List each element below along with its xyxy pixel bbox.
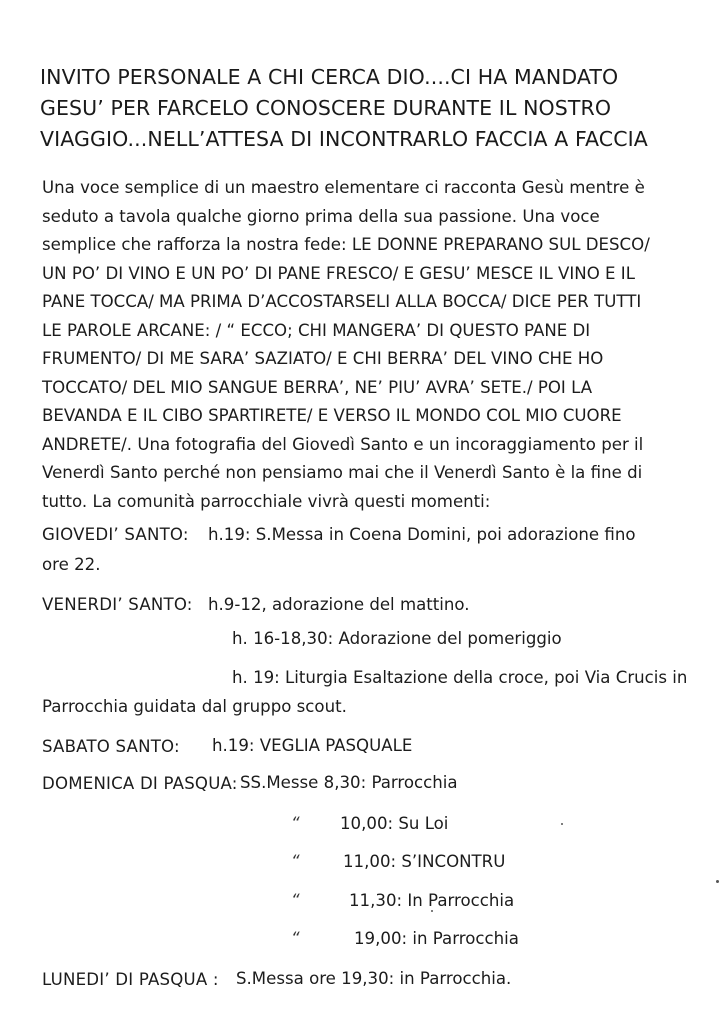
domenica-line-1: SS.Messe 8,30: Parrocchia xyxy=(240,773,458,792)
ditto-mark: “ xyxy=(291,852,300,871)
giovedi-line-2: ore 22. xyxy=(42,555,101,574)
venerdi-line-4: Parrocchia guidata dal gruppo scout. xyxy=(42,697,347,716)
mass-time-3: 11,30: In Parrocchia xyxy=(349,891,515,910)
title-line-1: INVITO PERSONALE A CHI CERCA DIO....CI HA MANDATO xyxy=(40,65,619,89)
giovedi-day-label: GIOVEDI’ SANTO: xyxy=(42,525,189,544)
body-paragraph xyxy=(42,174,692,516)
body-line: LE PAROLE ARCANE: / “ ECCO; CHI MANGERA’ DI QUESTO PANE DI xyxy=(42,320,591,340)
venerdi-line-1: h.9-12, adorazione del mattino. xyxy=(208,595,470,614)
title-line-3: VIAGGIO...NELL’ATTESA DI INCONTRARLO FACCIA A FACCIA xyxy=(40,127,648,151)
mass-time-1: 10,00: Su Loi xyxy=(340,814,449,833)
mass-time-4: 19,00: in Parrocchia xyxy=(354,929,519,948)
document-title xyxy=(40,62,700,155)
title-line-2: GESU’ PER FARCELO CONOSCERE DURANTE IL NOSTRO xyxy=(40,96,612,120)
body-line: UN PO’ DI VINO E UN PO’ DI PANE FRESCO/ E GESU’ MESCE IL VINO E IL xyxy=(42,263,635,283)
body-line: tutto. La comunità parrocchiale vivrà questi momenti: xyxy=(42,491,491,511)
ditto-mark: “ xyxy=(291,814,300,833)
domenica-day-label: DOMENICA DI PASQUA: xyxy=(42,774,238,793)
sabato-day-label: SABATO SANTO: xyxy=(42,737,180,756)
scan-speck xyxy=(561,823,563,825)
giovedi-line-1: h.19: S.Messa in Coena Domini, poi adorazione fino xyxy=(208,525,636,544)
body-line: PANE TOCCA/ MA PRIMA D’ACCOSTARSELI ALLA BOCCA/ DICE PER TUTTI xyxy=(42,292,642,311)
mass-time-2: 11,00: S’INCONTRU xyxy=(343,852,506,871)
ditto-mark: “ xyxy=(291,891,300,910)
body-line: Venerdì Santo perché non pensiamo mai che il Venerdì Santo è la fine di xyxy=(42,463,643,482)
body-line: Una voce semplice di un maestro elementare ci racconta Gesù mentre è xyxy=(42,178,645,197)
body-line: ANDRETE/. Una fotografia del Giovedì Santo e un incoraggiamento per il xyxy=(42,434,644,454)
ditto-mark: “ xyxy=(291,929,300,948)
sabato-line-1: h.19: VEGLIA PASQUALE xyxy=(212,736,413,755)
body-line: semplice che rafforza la nostra fede: LE DONNE PREPARANO SUL DESCO/ xyxy=(42,235,650,254)
body-line: FRUMENTO/ DI ME SARA’ SAZIATO/ E CHI BERRA’ DEL VINO CHE HO xyxy=(42,349,604,368)
venerdi-day-label: VENERDI’ SANTO: xyxy=(42,595,193,614)
venerdi-line-3: h. 19: Liturgia Esaltazione della croce, poi Via Crucis in xyxy=(232,668,688,687)
venerdi-line-2: h. 16-18,30: Adorazione del pomeriggio xyxy=(232,629,562,648)
lunedi-day-label: LUNEDI’ DI PASQUA : xyxy=(42,970,219,989)
lunedi-line-1: S.Messa ore 19,30: in Parrocchia. xyxy=(236,969,512,988)
scan-speck xyxy=(431,910,433,912)
body-line: seduto a tavola qualche giorno prima della sua passione. Una voce xyxy=(42,206,600,226)
scan-speck xyxy=(716,880,719,883)
body-line: BEVANDA E IL CIBO SPARTIRETE/ E VERSO IL MONDO COL MIO CUORE xyxy=(42,406,622,425)
body-line: TOCCATO/ DEL MIO SANGUE BERRA’, NE’ PIU’ AVRA’ SETE./ POI LA xyxy=(42,377,593,397)
